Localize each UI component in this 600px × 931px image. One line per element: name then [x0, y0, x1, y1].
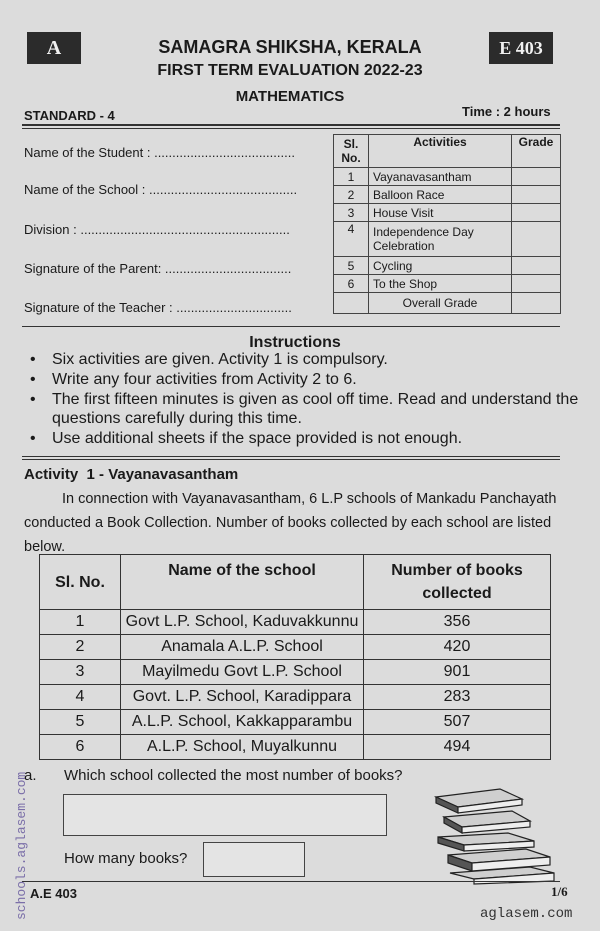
table-row — [334, 186, 561, 204]
side-watermark: schools.aglasem.com — [14, 771, 29, 920]
list-item: • Six activities are given. Activity 1 is compulsory. — [30, 351, 388, 368]
activity-no: 5 — [334, 257, 369, 275]
activity-grade-table — [333, 134, 561, 314]
activity-name: To the Shop — [369, 275, 512, 293]
table-row — [334, 257, 561, 275]
header-rule-2 — [22, 128, 560, 129]
instructions-rule — [22, 456, 560, 457]
how-many-label: How many books? — [64, 850, 188, 867]
grade-cell[interactable] — [512, 275, 561, 293]
school-name: Govt L.P. School, Kaduvakkunnu — [121, 610, 364, 635]
grade-cell[interactable] — [512, 186, 561, 204]
activity-name: Balloon Race — [369, 186, 512, 204]
books-count: 283 — [364, 685, 551, 710]
activity-name: Independence Day Celebration — [369, 222, 512, 257]
instructions-list — [14, 350, 600, 449]
activity-no: 4 — [334, 222, 369, 257]
col-slno: Sl. No. — [40, 555, 121, 610]
school-name: A.L.P. School, Kakkapparambu — [121, 710, 364, 735]
activity-no: 2 — [334, 186, 369, 204]
school-name-field[interactable]: Name of the School : ......................................... — [24, 182, 298, 197]
table-row — [40, 735, 551, 760]
school-no: 5 — [40, 710, 121, 735]
list-item: • Write any four activities from Activity 2 to 6. — [30, 371, 357, 388]
activity-name: House Visit — [369, 204, 512, 222]
school-name: Anamala A.L.P. School — [121, 635, 364, 660]
table-row — [334, 222, 561, 257]
table-row — [40, 685, 551, 710]
col-school: Name of the school — [121, 555, 364, 610]
school-no: 3 — [40, 660, 121, 685]
exam-title: FIRST TERM EVALUATION 2022-23 — [157, 62, 423, 79]
teacher-signature-field[interactable]: Signature of the Teacher : ................................ — [24, 300, 292, 315]
school-no: 1 — [40, 610, 121, 635]
table-row — [334, 293, 561, 314]
bottom-watermark: aglasem.com — [480, 906, 573, 922]
table-row — [40, 635, 551, 660]
list-item: • Use additional sheets if the space provided is not enough. — [30, 430, 463, 447]
books-count: 901 — [364, 660, 551, 685]
page-number: 1/6 — [551, 884, 568, 899]
col-books: Number of books collected — [364, 555, 551, 610]
books-table — [39, 554, 551, 760]
col-slno: Sl. No. — [334, 135, 369, 168]
activity-no: 1 — [334, 168, 369, 186]
answer-school-box[interactable] — [63, 794, 387, 836]
overall-grade-cell[interactable] — [512, 293, 561, 314]
header-rule — [22, 124, 560, 126]
instructions-rule-2 — [22, 459, 560, 460]
section-rule — [22, 326, 560, 327]
org-title: SAMAGRA SHIKSHA, KERALA — [158, 37, 422, 57]
school-name: A.L.P. School, Muyalkunnu — [121, 735, 364, 760]
activity-name: Vayanavasantham — [369, 168, 512, 186]
table-row — [40, 710, 551, 735]
question-label: a. — [24, 767, 37, 784]
table-row — [334, 168, 561, 186]
list-item: • The first fifteen minutes is given as cool off time. Read and understand the questions carefully during this time. — [30, 391, 579, 427]
activity1-intro: In connection with Vayanavasantham, 6 L.P schools of Mankadu Panchayath conducted a Book Collection. Number of books collected by each school are listed below. — [24, 491, 557, 555]
parent-signature-field[interactable]: Signature of the Parent: ................................... — [24, 261, 292, 276]
activity-no: 3 — [334, 204, 369, 222]
overall-empty — [334, 293, 369, 314]
table-row — [334, 204, 561, 222]
col-activities: Activities — [369, 135, 512, 168]
school-name: Mayilmedu Govt L.P. School — [121, 660, 364, 685]
books-count: 507 — [364, 710, 551, 735]
activity-no: 6 — [334, 275, 369, 293]
table-row — [334, 275, 561, 293]
school-no: 4 — [40, 685, 121, 710]
school-no: 6 — [40, 735, 121, 760]
activity1-title: Activity 1 - Vayanavasantham — [24, 466, 239, 483]
student-name-field[interactable]: Name of the Student : ....................................... — [24, 145, 295, 160]
paper-code-badge: E 403 — [489, 32, 553, 64]
answer-count-box[interactable] — [203, 842, 305, 877]
school-no: 2 — [40, 635, 121, 660]
grade-cell[interactable] — [512, 257, 561, 275]
instructions-title: Instructions — [249, 334, 341, 351]
question-text: Which school collected the most number of books? — [64, 767, 403, 784]
table-row — [40, 610, 551, 635]
school-name: Govt. L.P. School, Karadippara — [121, 685, 364, 710]
books-count: 420 — [364, 635, 551, 660]
table-row — [40, 660, 551, 685]
paper-set-badge: A — [27, 32, 81, 64]
standard-label: STANDARD - 4 — [24, 108, 115, 123]
grade-cell[interactable] — [512, 168, 561, 186]
division-field[interactable]: Division : .......................................................... — [24, 222, 290, 237]
books-stack-icon — [430, 785, 560, 885]
footer-rule — [22, 881, 560, 882]
col-grade: Grade — [512, 135, 561, 168]
overall-grade-label: Overall Grade — [369, 293, 512, 314]
books-count: 494 — [364, 735, 551, 760]
activity-name: Cycling — [369, 257, 512, 275]
footer-code: A.E 403 — [30, 886, 77, 901]
subject-title: MATHEMATICS — [235, 88, 345, 105]
time-label: Time : 2 hours — [462, 104, 551, 119]
books-count: 356 — [364, 610, 551, 635]
grade-cell[interactable] — [512, 222, 561, 257]
grade-cell[interactable] — [512, 204, 561, 222]
